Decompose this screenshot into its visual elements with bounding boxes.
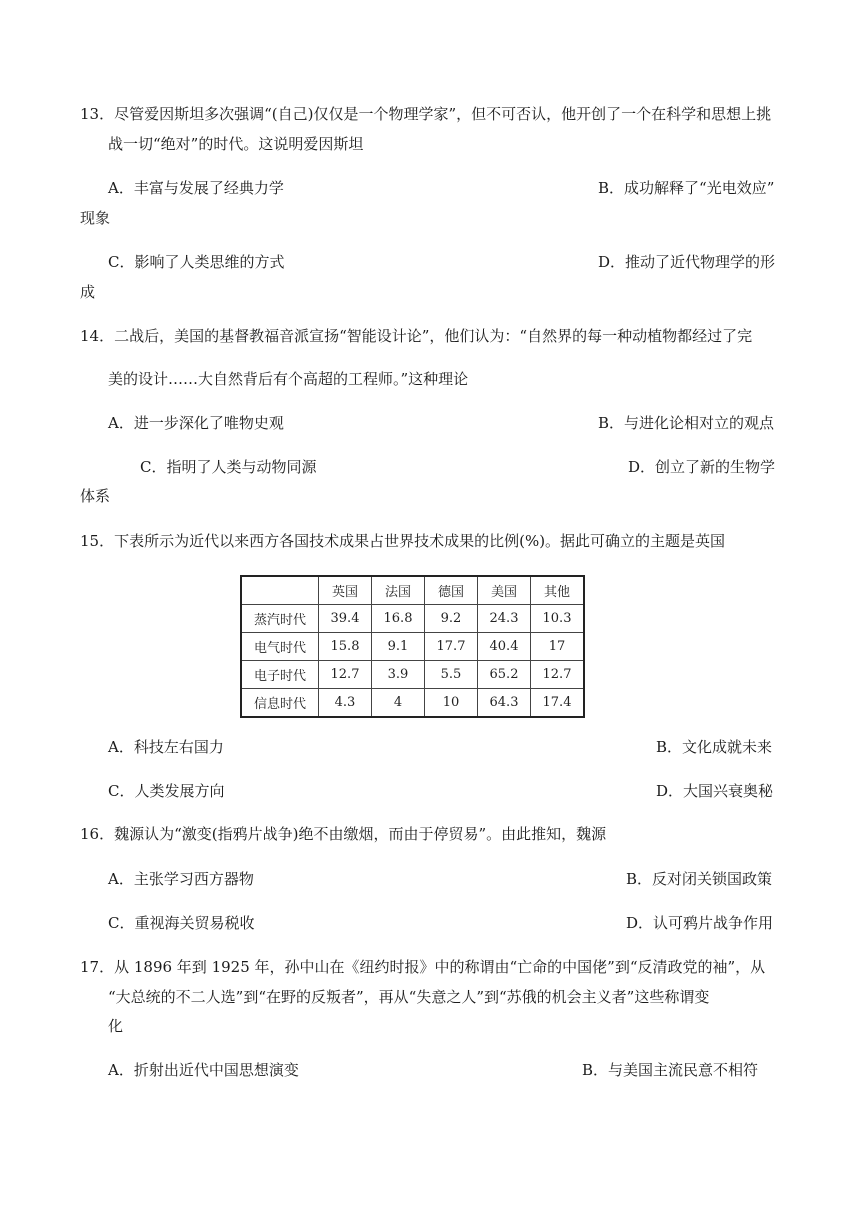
q13-option-c: C．影响了人类思维的方式 <box>108 253 285 271</box>
table-cell: 3.9 <box>372 661 425 689</box>
q15-option-a: A．科技左右国力 <box>108 738 224 756</box>
table-cell: 40.4 <box>478 633 531 661</box>
q16-option-a: A．主张学习西方器物 <box>108 870 254 888</box>
table-cell: 10 <box>425 689 478 718</box>
q16-option-c: C．重视海关贸易税收 <box>108 914 255 932</box>
table-row <box>241 661 584 689</box>
q14-option-d-continued: 体系 <box>80 487 111 505</box>
table-cell: 65.2 <box>478 661 531 689</box>
table-header-usa: 美国 <box>478 576 531 605</box>
q14-option-d: D．创立了新的生物学 <box>628 458 776 476</box>
table-cell: 64.3 <box>478 689 531 718</box>
q13-option-b-continued: 现象 <box>80 209 111 227</box>
q14-stem-line1: 14．二战后，美国的基督教福音派宣扬“智能设计论”，他们认为：“自然界的每一种动植物都经过了完 <box>80 327 753 345</box>
q14-option-c: C．指明了人类与动物同源 <box>140 458 317 476</box>
table-row <box>241 605 584 633</box>
table-cell: 9.1 <box>372 633 425 661</box>
q14-option-b: B．与进化论相对立的观点 <box>598 414 775 432</box>
table-header-corner <box>241 576 319 605</box>
table-cell: 12.7 <box>319 661 372 689</box>
q17-option-b: B．与美国主流民意不相符 <box>582 1061 759 1079</box>
table-cell: 16.8 <box>372 605 425 633</box>
q13-option-a: A．丰富与发展了经典力学 <box>108 179 284 197</box>
q13-option-d: D．推动了近代物理学的形 <box>598 253 776 271</box>
table-cell: 12.7 <box>531 661 585 689</box>
q16-option-d: D．认可鸦片战争作用 <box>626 914 774 932</box>
table-cell: 9.2 <box>425 605 478 633</box>
table-header-other: 其他 <box>531 576 585 605</box>
q17-stem-line2: “大总统的不二人选”到“在野的反叛者”，再从“失意之人”到“苏俄的机会主义者”这些称谓变 <box>108 988 710 1006</box>
q16-option-b: B．反对闭关锁国政策 <box>626 870 773 888</box>
q14-stem-line2: 美的设计……大自然背后有个高超的工程师。”这种理论 <box>108 370 469 388</box>
table-cell: 4 <box>372 689 425 718</box>
table-row-label: 蒸汽时代 <box>241 605 319 633</box>
q13-stem-line1: 13．尽管爱因斯坦多次强调“(自己)仅仅是一个物理学家”，但不可否认，他开创了一个在科学和思想上挑 <box>80 105 772 123</box>
table-row-label: 电子时代 <box>241 661 319 689</box>
table-cell: 4.3 <box>319 689 372 718</box>
q15-option-d: D．大国兴衰奥秘 <box>656 782 774 800</box>
q16-stem-line1: 16．魏源认为“激变(指鸦片战争)绝不由缴烟，而由于停贸易”。由此推知，魏源 <box>80 825 607 843</box>
q13-option-d-continued: 成 <box>80 283 96 301</box>
q15-option-c: C．人类发展方向 <box>108 782 225 800</box>
tech-share-table <box>240 575 585 718</box>
q14-option-a: A．进一步深化了唯物史观 <box>108 414 284 432</box>
table-cell: 17.4 <box>531 689 585 718</box>
table-cell: 5.5 <box>425 661 478 689</box>
table-cell: 17.7 <box>425 633 478 661</box>
table-row-label: 信息时代 <box>241 689 319 718</box>
table-header-row <box>241 576 584 605</box>
table-cell: 39.4 <box>319 605 372 633</box>
table-row <box>241 633 584 661</box>
table-cell: 15.8 <box>319 633 372 661</box>
q13-stem-line2: 战一切“绝对”的时代。这说明爱因斯坦 <box>108 135 364 153</box>
q17-stem-line1: 17．从 1896 年到 1925 年，孙中山在《纽约时报》中的称谓由“亡命的中国佬”到“反清政党的袖”，从 <box>80 958 766 976</box>
table-cell: 24.3 <box>478 605 531 633</box>
table-cell: 17 <box>531 633 585 661</box>
q13-option-b: B．成功解释了“光电效应” <box>598 179 775 197</box>
q17-option-a: A．折射出近代中国思想演变 <box>108 1061 299 1079</box>
q15-option-b: B．文化成就未来 <box>656 738 773 756</box>
q15-stem-line1: 15．下表所示为近代以来西方各国技术成果占世界技术成果的比例(%)。据此可确立的主题是英国 <box>80 532 726 550</box>
q17-stem-line3: 化 <box>108 1017 124 1035</box>
table-header-france: 法国 <box>372 576 425 605</box>
table-row <box>241 689 584 718</box>
table-header-germany: 德国 <box>425 576 478 605</box>
table-row-label: 电气时代 <box>241 633 319 661</box>
table-header-britain: 英国 <box>319 576 372 605</box>
table-cell: 10.3 <box>531 605 585 633</box>
